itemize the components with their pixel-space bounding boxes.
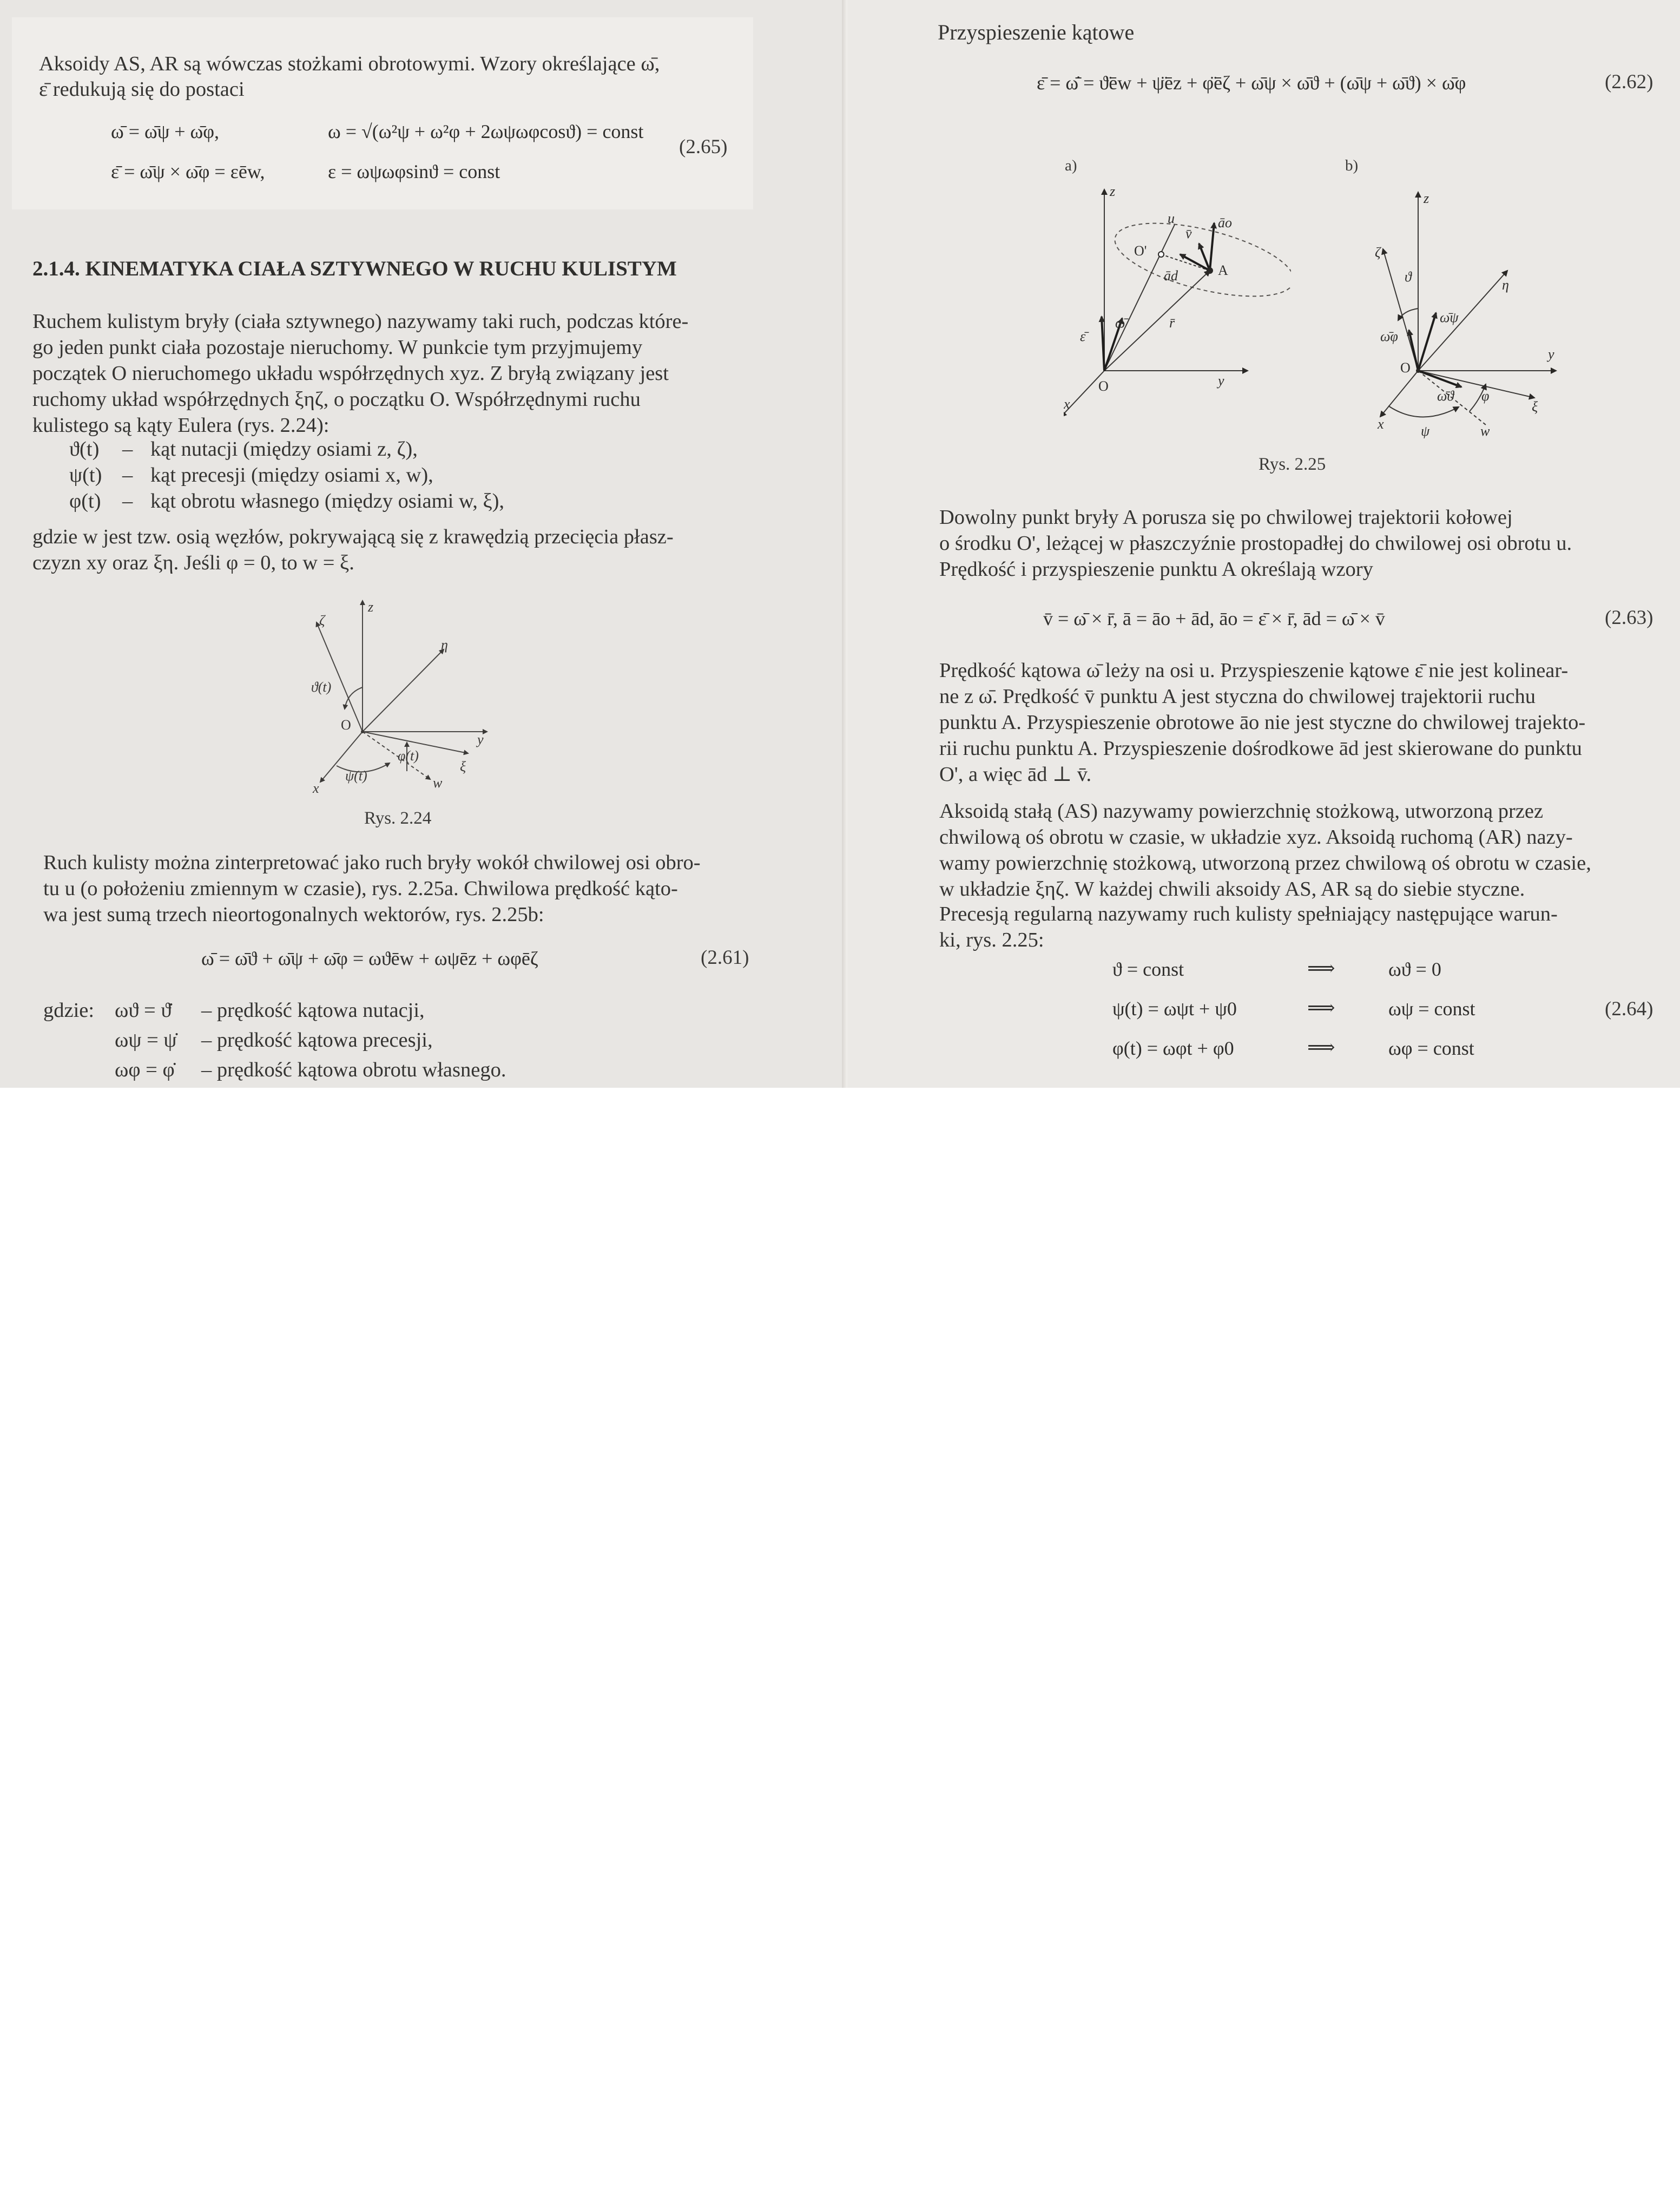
label-r: r̄ <box>1169 315 1175 331</box>
rp4-line-1: ki, rys. 2.25: <box>939 929 1044 951</box>
rp2-line-3: rii ruchu punktu A. Przyspieszenie dośrodkowe ād jest skierowane do punktu <box>939 737 1582 760</box>
eq265-a-right: ω = √(ω²ψ + ω²φ + 2ωψωφcosϑ) = const <box>328 121 644 142</box>
label-xi: ξ <box>460 759 466 774</box>
label-omega: ω̄ <box>1115 315 1125 331</box>
figure-2-24 <box>281 590 519 801</box>
caption-2-25: Rys. 2.25 <box>1259 455 1326 474</box>
label-psi: ψ(t) <box>345 768 367 784</box>
rp3-line-3: w układzie ξηζ. W każdej chwili aksoidy AS, AR są do siebie styczne. <box>939 878 1525 901</box>
eq264-rhs-2: ωφ = const <box>1388 1037 1474 1059</box>
paragraph-right-1 <box>939 504 1667 582</box>
paragraph-1 <box>32 308 752 438</box>
euler-desc-1: kąt precesji (między osiami x, w), <box>150 464 433 487</box>
rp2-line-2: punktu A. Przyspieszenie obrotowe āo nie jest styczne do chwilowej trajekto- <box>939 711 1586 734</box>
label-O: O <box>1400 360 1411 376</box>
arc-theta <box>345 687 363 709</box>
paragraph-2 <box>32 524 752 576</box>
euler-dash-1: – <box>122 464 133 487</box>
label-w: w <box>433 775 443 791</box>
eq261: ω̄ = ω̄ϑ + ω̄ψ + ω̄φ = ωϑēw + ωψēz + ωφēζ <box>201 948 538 969</box>
axis-x <box>1380 371 1418 417</box>
rp2-line-0: Prędkość kątowa ω̄ leży na osi u. Przyspieszenie kątowe ε̄ nie jest kolinear- <box>939 659 1569 682</box>
label-O: O <box>341 717 351 733</box>
where-desc-2: – prędkość kątowa obrotu własnego. <box>201 1059 506 1081</box>
axis-eta <box>1418 271 1507 371</box>
p1-line-4: kulistego są kąty Eulera (rys. 2.24): <box>32 414 330 437</box>
label-z: z <box>368 599 374 615</box>
intro-line-1: Aksoidy AS, AR są wówczas stożkami obrotowymi. Wzory określające ω̄, <box>39 52 660 75</box>
rp2-line-4: O', a więc ād ⊥ v̄. <box>939 763 1092 786</box>
label-v: v̄ <box>1185 226 1192 241</box>
euler-dash-0: – <box>122 438 133 461</box>
label-zeta: ζ <box>1375 245 1381 260</box>
axis-xi <box>1418 371 1534 398</box>
right-page <box>847 0 1680 1088</box>
where-desc-1: – prędkość kątowa precesji, <box>201 1029 433 1052</box>
figure-2-25a <box>1064 179 1291 428</box>
paragraph-3 <box>43 850 752 928</box>
section-heading: 2.1.4. KINEMATYKA CIAŁA SZTYWNEGO W RUCHU KULISTYM <box>32 257 677 280</box>
angular-acceleration-title: Przyspieszenie kątowe <box>938 20 1135 44</box>
p2-line-1: czyzn xy oraz ξη. Jeśli φ = 0, to w = ξ. <box>32 551 354 574</box>
eq264-lhs-0: ϑ = const <box>1112 958 1184 980</box>
euler-desc-0: kąt nutacji (między osiami z, ζ), <box>150 438 418 461</box>
label-y: y <box>1548 346 1554 362</box>
p1-line-0: Ruchem kulistym bryły (ciała sztywnego) nazywamy taki ruch, podczas które- <box>32 310 689 333</box>
label-x: x <box>313 780 319 796</box>
eq262-number: (2.62) <box>1605 71 1653 93</box>
eq265-a-left: ω̄ = ω̄ψ + ω̄φ, <box>111 121 220 142</box>
label-w: w <box>1480 423 1490 438</box>
where-sym-0: ωϑ = ϑ̇ <box>115 999 172 1022</box>
label-theta: ϑ(t) <box>311 679 332 695</box>
p3-line-2: wa jest sumą trzech nieortogonalnych wektorów, rys. 2.25b: <box>43 903 544 926</box>
paragraph-right-4 <box>939 901 1667 953</box>
rp3-line-2: wamy powierzchnię stożkową, utworzoną przez chwilową oś obrotu w czasie, <box>939 852 1591 875</box>
label-psi: ψ <box>1421 423 1430 438</box>
label-y: y <box>477 732 484 747</box>
p3-line-0: Ruch kulisty można zinterpretować jako ruch bryły wokół chwilowej osi obro- <box>43 851 701 874</box>
label-epsilon: ε̄ <box>1080 328 1086 344</box>
p2-line-0: gdzie w jest tzw. osią węzłów, pokrywającą się z krawędzią przecięcia płasz- <box>32 525 674 548</box>
axis-eta <box>363 649 444 732</box>
figure-2-25b <box>1340 179 1583 438</box>
figure-label-b: b) <box>1345 157 1359 174</box>
eq264-arrow-1: ⟹ <box>1307 997 1335 1018</box>
eq265-b-right: ε = ωψωφsinϑ = const <box>328 161 500 182</box>
p1-line-2: początek O nieruchomego układu współrzędnych xyz. Z bryłą związany jest <box>32 362 669 385</box>
p1-line-1: go jeden punkt ciała pozostaje nieruchomy. W punkcie tym przyjmujemy <box>32 336 643 359</box>
paragraph-right-2 <box>939 658 1667 787</box>
rp4-line-0: Precesją regularną nazywamy ruch kulisty spełniający następujące warun- <box>939 903 1558 925</box>
label-z: z <box>1110 183 1116 199</box>
arc-psi <box>1388 406 1459 417</box>
euler-dash-2: – <box>122 490 133 512</box>
rp3-line-1: chwilową oś obrotu w czasie, w układzie xyz. Aksoidą ruchomą (AR) nazy- <box>939 826 1573 849</box>
label-O: O <box>1098 378 1109 394</box>
rp2-line-1: ne z ω̄. Prędkość v̄ punktu A jest styczna do chwilowej trajektorii ruchu <box>939 685 1536 708</box>
label-xi: ξ <box>1532 399 1538 415</box>
eq264-arrow-0: ⟹ <box>1307 957 1335 979</box>
rp1-line-2: Prędkość i przyspieszenie punktu A określają wzory <box>939 558 1373 581</box>
trajectory-circle <box>1108 209 1291 311</box>
eq265-b-left: ε̄ = ω̄ψ × ω̄φ = εēw, <box>111 161 265 182</box>
eq264-rhs-1: ωψ = const <box>1388 998 1475 1020</box>
label-ad: ād <box>1164 268 1178 284</box>
where-sym-2: ωφ = φ̇ <box>115 1059 175 1081</box>
euler-sym-0: ϑ(t) <box>69 438 100 461</box>
label-z: z <box>1424 190 1429 206</box>
rp3-line-0: Aksoidą stałą (AS) nazywamy powierzchnię stożkową, utworzoną przez <box>939 800 1544 823</box>
label-omega-phi: ω̄φ <box>1380 328 1398 344</box>
eq262: ε̄ = ω̄̇ = ϑ̈ēw + ψ̈ēz + φ̈ēζ + ω̄ψ × ω̄ϑ + (ω̄ψ + ω̄ϑ) × ω̄φ <box>1037 72 1466 94</box>
where-sym-1: ωψ = ψ̇ <box>115 1029 177 1052</box>
eq263: v̄ = ω̄ × r̄, ā = āo + ād, āo = ε̄ × r̄, ād = ω̄ × v̄ <box>1043 608 1385 629</box>
label-eta: η <box>1502 277 1509 293</box>
p1-line-3: ruchomy układ współrzędnych ξηζ, o początku O. Współrzędnymi ruchu <box>32 388 641 411</box>
eq264-lhs-1: ψ(t) = ωψt + ψ0 <box>1112 998 1237 1020</box>
eq261-number: (2.61) <box>701 947 749 969</box>
rp1-line-0: Dowolny punkt bryły A porusza się po chwilowej trajektorii kołowej <box>939 506 1513 529</box>
intro-line-2: ε̄ redukują się do postaci <box>39 78 245 101</box>
axis-zeta <box>317 622 363 732</box>
paragraph-right-3 <box>939 798 1667 902</box>
label-phi: φ <box>1481 388 1490 404</box>
label-A: A <box>1218 262 1228 278</box>
label-u: u <box>1168 211 1175 226</box>
where-lead: gdzie: <box>43 999 95 1022</box>
euler-sym-2: φ(t) <box>69 490 101 512</box>
eq264-rhs-0: ωϑ = 0 <box>1388 958 1441 980</box>
label-y: y <box>1218 373 1224 389</box>
where-desc-0: – prędkość kątowa nutacji, <box>201 999 425 1022</box>
rp1-line-1: o środku O', leżącej w płaszczyźnie prostopadłej do chwilowej osi obrotu u. <box>939 532 1572 555</box>
euler-desc-2: kąt obrotu własnego (między osiami w, ξ), <box>150 490 505 512</box>
label-phi: φ(t) <box>398 748 419 764</box>
label-x: x <box>1378 416 1384 432</box>
label-omega-theta: ω̄ϑ <box>1437 388 1454 404</box>
label-zeta: ζ <box>319 613 325 628</box>
label-eta: η <box>441 637 448 653</box>
label-x: x <box>1064 396 1070 412</box>
left-page <box>0 0 847 1088</box>
eq263-number: (2.63) <box>1605 607 1653 629</box>
caption-2-24: Rys. 2.24 <box>364 809 432 828</box>
label-ao: āo <box>1218 215 1232 231</box>
eq265-number: (2.65) <box>679 136 728 158</box>
euler-sym-1: ψ(t) <box>69 464 102 487</box>
eq264-number: (2.64) <box>1605 998 1653 1020</box>
label-O-prime: O' <box>1134 243 1147 259</box>
eq264-arrow-2: ⟹ <box>1307 1036 1335 1058</box>
eq264-lhs-2: φ(t) = ωφt + φ0 <box>1112 1037 1234 1059</box>
label-theta: ϑ <box>1405 269 1412 285</box>
label-omega-psi: ω̄ψ <box>1440 310 1459 325</box>
figure-label-a: a) <box>1065 157 1077 174</box>
vector-omega-psi <box>1418 313 1436 371</box>
p3-line-1: tu u (o położeniu zmiennym w czasie), rys. 2.25a. Chwilowa prędkość kąto- <box>43 877 678 900</box>
